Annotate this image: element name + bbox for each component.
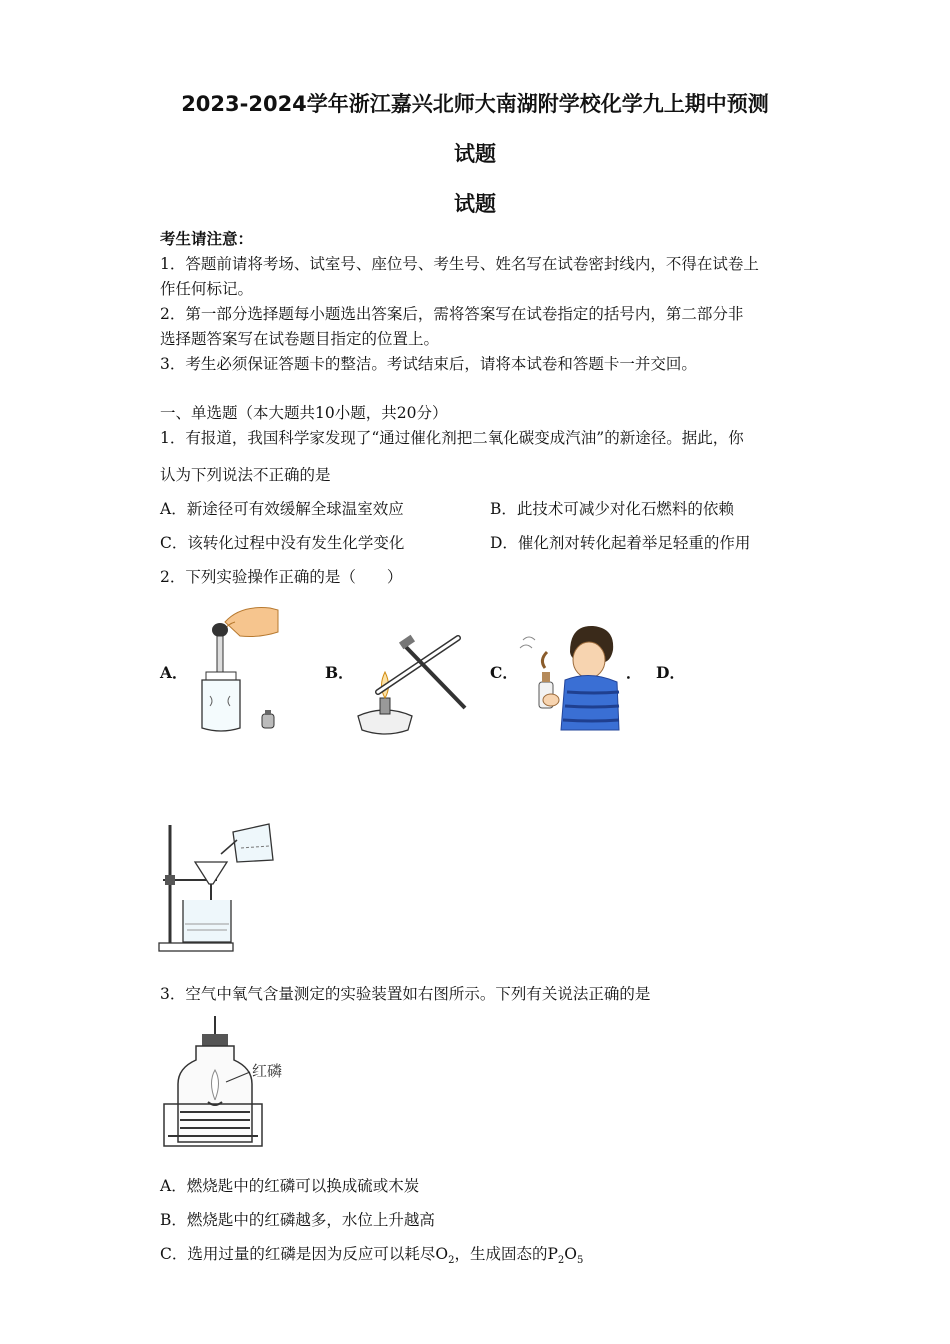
heating-tube-figure — [350, 628, 470, 740]
filtration-figure — [155, 820, 280, 955]
oxygen-apparatus-figure — [160, 1012, 300, 1152]
exam-title-line3: 试题 — [454, 192, 496, 216]
q2-label-b: B． — [325, 663, 354, 682]
q2-label-dot: ． — [626, 663, 642, 682]
notice-heading: 考生请注意： — [160, 229, 254, 248]
q1-stem-b: 认为下列说法不正确的是 — [160, 466, 331, 484]
exam-title-line2: 试题 — [454, 142, 496, 166]
q3-option-c-sub3: 5 — [576, 1255, 584, 1267]
q1-option-a: A．新途径可有效缓解全球温室效应 — [160, 500, 404, 518]
q3-option-a: A．燃烧匙中的红磷可以换成硫或木炭 — [160, 1177, 420, 1195]
q2-label-d: D． — [656, 663, 685, 682]
notice-item-2a: 2．第一部分选择题每小题选出答案后，需将答案写在试卷指定的括号内，第二部分非 — [160, 305, 744, 323]
exam-title-line1: 2023-2024学年浙江嘉兴北师大南湖附学校化学九上期中预测 — [181, 92, 769, 116]
notice-item-1b: 作任何标记。 — [160, 280, 254, 298]
q2-stem: 2．下列实验操作正确的是（ ） — [160, 568, 403, 586]
q3-stem: 3．空气中氧气含量测定的实验装置如右图所示。下列有关说法正确的是 — [160, 985, 651, 1003]
q1-option-d: D．催化剂对转化起着举足轻重的作用 — [490, 534, 751, 552]
q3-option-c-sub2: 2 — [557, 1255, 565, 1267]
red-phosphorus-label: 红磷 — [252, 1062, 283, 1080]
section-heading: 一、单选题（本大题共10小题，共20分） — [160, 404, 448, 422]
q1-option-b: B．此技术可减少对化石燃料的依赖 — [490, 500, 734, 518]
q3-option-c-part2: ，生成固态的P — [454, 1245, 558, 1263]
notice-item-2b: 选择题答案写在试卷题目指定的位置上。 — [160, 330, 440, 348]
dropper-bottle-figure — [190, 600, 285, 735]
q3-option-c-part3: O — [564, 1245, 577, 1263]
q3-option-c-part1: C．选用过量的红磷是因为反应可以耗尽O — [160, 1245, 449, 1263]
q3-option-c-sub1: 2 — [448, 1255, 455, 1267]
smelling-gas-figure — [515, 620, 625, 735]
q3-option-b: B．燃烧匙中的红磷越多，水位上升越高 — [160, 1211, 435, 1229]
notice-item-3: 3．考生必须保证答题卡的整洁。考试结束后，请将本试卷和答题卡一并交回。 — [160, 355, 697, 373]
q1-stem-a: 1．有报道，我国科学家发现了“通过催化剂把二氧化碳变成汽油”的新途径。据此，你 — [160, 429, 744, 447]
q3-option-c — [160, 1242, 583, 1266]
q2-label-a: A． — [160, 663, 188, 682]
q2-label-c: C． — [490, 663, 518, 682]
q1-option-c: C．该转化过程中没有发生化学变化 — [160, 534, 405, 552]
notice-item-1a: 1．答题前请将考场、试室号、座位号、考生号、姓名写在试卷密封线内，不得在试卷上 — [160, 255, 759, 273]
